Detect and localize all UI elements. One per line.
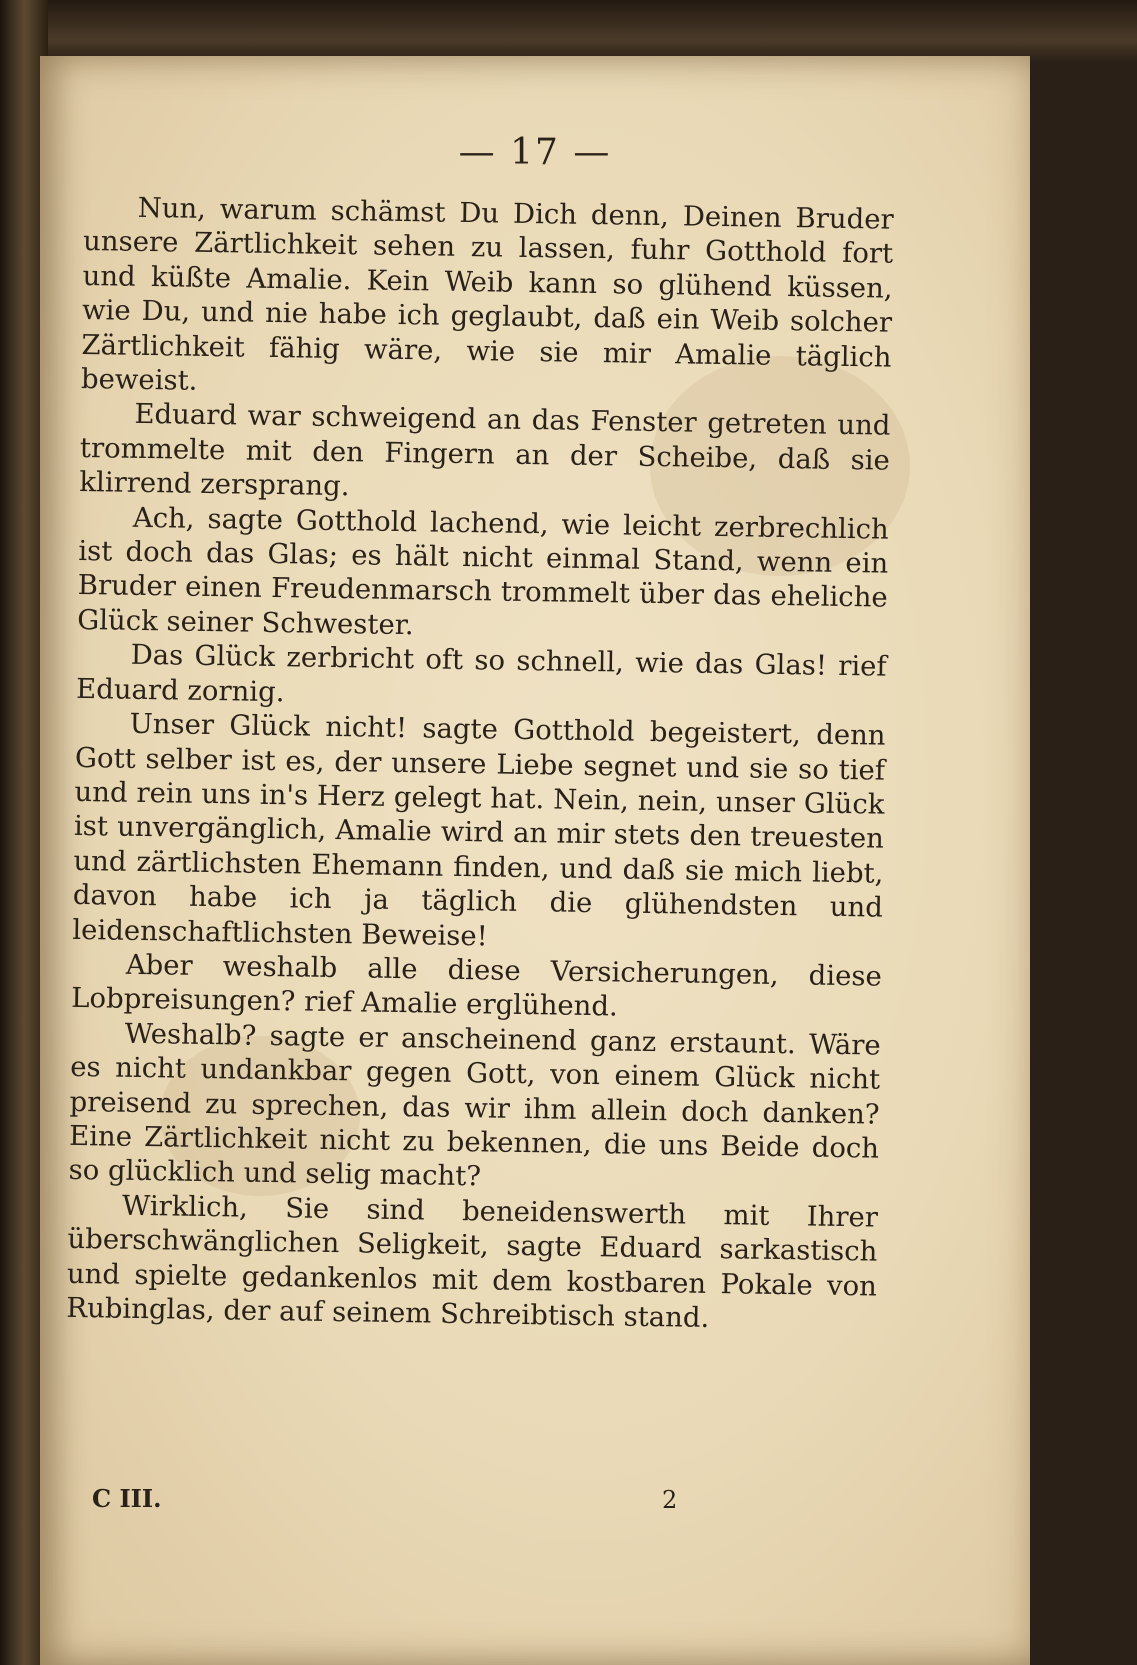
paragraph: Eduard war schweigend an das Fenster getreten und trommelte mit den Fingern an der Scheibe, daß sie klirrend zersprang.: [79, 398, 891, 503]
printer-signature: C III.: [92, 1484, 162, 1513]
sheet-number: 2: [662, 1486, 678, 1514]
paragraph: Ach, sagte Gotthold lachend, wie leicht zerbrechlich ist doch das Glas; es hält nicht einmal Stand, wenn ein Bruder einen Freudenmarsch trommelt über das eheliche Glück seiner Schwester.: [76, 501, 890, 642]
paragraph: Wirklich, Sie sind beneidenswerth mit Ihrer überschwänglichen Seligkeit, sagte Eduard sarkastisch und spielte gedankenlos mit dem kostbaren Pokale von Rubinglas, der auf seinem Schreibtisch stand.: [66, 1189, 879, 1334]
page-paper: [40, 56, 1030, 1665]
paragraph: Nun, warum schämst Du Dich denn, Deinen Bruder unsere Zärtlichkeit sehen zu lassen, fuhr Gotthold fort und küßte Amalie. Kein Weib kann so glühend küssen, wie Du, und nie habe ich geglaubt, daß ein Weib solcher Zärtlichkeit fähig wäre, wie sie mir Amalie täglich beweist.: [80, 191, 894, 397]
paragraph: Weshalb? sagte er anscheinend ganz erstaunt. Wäre es nicht undankbar gegen Gott, von einem Glück nicht preisend zu sprechen, das wir ihm allein doch danken? Eine Zärtlichkeit nicht zu bekennen, die uns Beide doch so glücklich und selig macht?: [68, 1017, 881, 1193]
paragraph: Unser Glück nicht! sagte Gotthold begeistert, denn Gott selber ist es, der unsere Liebe segnet und sie so tief und rein uns in's Herz gelegt hat. Nein, nein, unser Glück ist unvergänglich, Amalie wird an mir stets den treuesten und zärtlichsten Ehemann finden, und daß sie mich liebt, davon habe ich ja täglich die glühendsten und leidenschaftlichsten Beweise!: [72, 707, 886, 952]
paragraph: Das Glück zerbricht oft so schnell, wie das Glas! rief Eduard zornig.: [75, 639, 887, 708]
page-number: — 17 —: [458, 132, 612, 173]
paragraph: Aber weshalb alle diese Versicherungen, diese Lobpreisungen? rief Amalie erglühend.: [71, 948, 882, 1023]
page-footer: [92, 1484, 922, 1524]
body-text: [66, 190, 894, 1338]
